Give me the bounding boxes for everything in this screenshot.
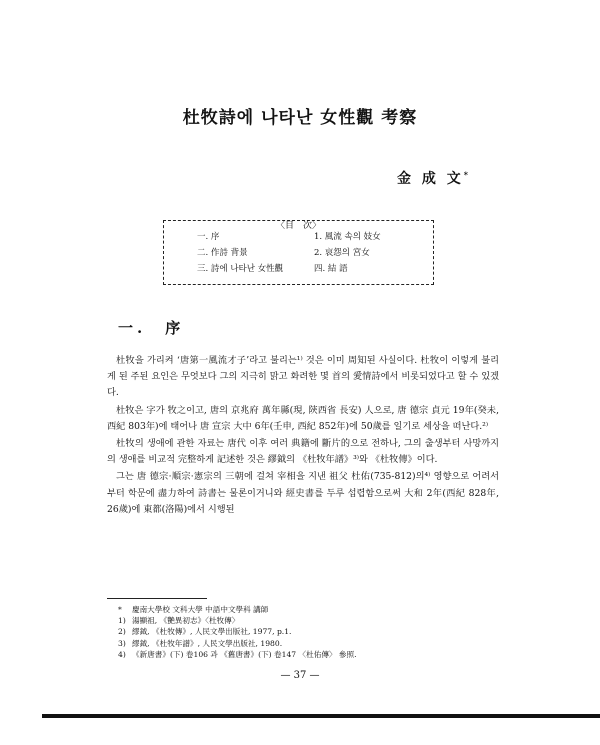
footnote-mark: *	[118, 605, 122, 614]
footnote	[118, 626, 498, 637]
toc-header-label: 〈目 次〉	[272, 221, 325, 231]
footnote	[118, 615, 498, 626]
toc-item: 二. 作詩 背景	[197, 248, 248, 258]
footnote-mark: 4)	[118, 649, 126, 659]
footnotes	[118, 604, 498, 660]
page-number: — 37 —	[280, 670, 320, 681]
footnote-mark: 3)	[118, 638, 126, 648]
footnote	[118, 604, 498, 615]
table-of-contents-box	[163, 220, 434, 285]
author-footnote-mark: *	[463, 169, 468, 180]
footnote-text: 湯顯祖, 《艷異初志》〈杜牧傳〉	[132, 616, 240, 626]
toc-item: 一. 序	[197, 232, 220, 242]
author-name-text: 金 成 文	[397, 171, 464, 187]
toc-item: 三. 詩에 나타난 女性觀	[197, 264, 284, 274]
footnote-text: 繆鉞, 《杜牧年譜》, 人民文學出版社, 1980.	[132, 638, 283, 648]
toc-item: 四. 結 語	[314, 264, 348, 274]
toc-grid	[197, 231, 427, 276]
footnote-divider	[107, 598, 207, 599]
paragraph: 杜牧의 생애에 관한 자료는 唐代 이후 여러 典籍에 斷片的으로 전하나, 그의 출생부터 사망까지의 생애를 비교적 完整하게 記述한 것은 繆鉞의 《杜牧年譜》³⁾와 《杜牧傳》이다.	[107, 438, 499, 466]
scan-edge-bar	[42, 714, 600, 718]
author-name	[397, 168, 468, 188]
paper-title: 杜牧詩에 나타난 女性觀 考察	[182, 108, 418, 128]
toc-header	[163, 213, 434, 232]
paragraph: 杜牧은 字가 牧之이고, 唐의 京兆府 萬年縣(現, 陝西省 長安) 人으로, 唐 德宗 貞元 19年(癸未, 西紀 803年)에 태어나 唐 宣宗 大中 6年(壬申, 西紀 852年)에 50歲를 일기로 세상을 떠난다.²⁾	[107, 404, 499, 432]
toc-bottom-border	[163, 284, 434, 285]
footnote-mark: 2)	[118, 627, 126, 637]
section-heading: 一. 序	[118, 319, 185, 337]
footnote	[118, 638, 498, 649]
toc-item: 1. 風流 속의 妓女	[314, 232, 381, 242]
footnote	[118, 649, 498, 660]
footnote-text: 《新唐書》(下) 卷106 과 《舊唐書》(下) 卷147 〈杜佑傳〉 參照.	[132, 649, 357, 659]
footnote-text: 慶南大學校 文科大學 中語中文學科 講師	[132, 605, 269, 614]
paragraph: 그는 唐 德宗·順宗·憲宗의 三朝에 걸쳐 宰相을 지낸 祖父 杜佑(735-812)의⁴⁾ 영향으로 어려서부터 학문에 盡力하여 詩書는 물론이거니와 經史書를 두루 섭렵함으로써 大和 2年(西紀 828年, 26歲)에 東都(洛陽)에서 시행된	[107, 471, 499, 515]
body-text	[107, 353, 499, 518]
footnote-text: 繆鉞, 《杜牧傳》, 人民文學出版社, 1977, p.1.	[132, 627, 292, 637]
footnote-mark: 1)	[118, 616, 126, 626]
toc-item: 2. 哀怨의 宮女	[314, 248, 370, 258]
paragraph: 杜牧을 가리켜 ‘唐第一風流才子’라고 불리는¹⁾ 것은 이미 周知된 사실이다. 杜牧이 이렇게 불리게 된 주된 요인은 무엇보다 그의 지극히 맑고 화려한 몇 首의 愛情詩에서 비롯되었다고 할 수 있겠다.	[107, 355, 499, 399]
